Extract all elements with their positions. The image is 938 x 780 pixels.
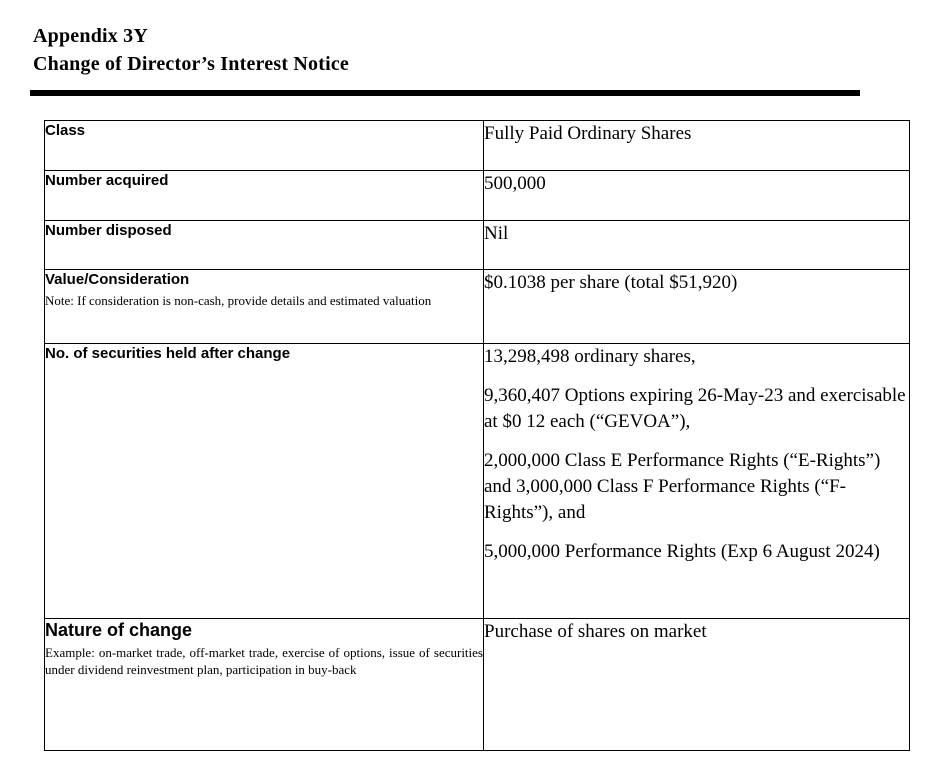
row-value: $0.1038 per share (total $51,920) (484, 272, 738, 293)
row-value: 500,000 (484, 173, 546, 194)
row-value-ordinary-shares: 13,298,498 ordinary shares, (484, 346, 696, 367)
page-title-line2: Change of Director’s Interest Notice (33, 53, 349, 75)
value-cell-class (484, 121, 910, 171)
table-row-number-disposed (45, 221, 910, 270)
table-row-value-consideration (45, 270, 910, 344)
page-title-line1: Appendix 3Y (33, 25, 149, 47)
row-value: Purchase of shares on market (484, 621, 707, 642)
table-row-class (45, 121, 910, 171)
label-cell-class (45, 121, 484, 171)
row-value-performance-rights-2024: 5,000,000 Performance Rights (Exp 6 August 2024) (484, 541, 880, 562)
value-cell-number-acquired (484, 171, 910, 221)
value-cell-nature-of-change (484, 619, 910, 751)
row-label: Nature of change (45, 620, 193, 640)
row-label: Class (45, 122, 86, 139)
table-row-number-acquired (45, 171, 910, 221)
interest-notice-table (44, 120, 910, 751)
row-value: Fully Paid Ordinary Shares (484, 123, 692, 144)
table-row-securities-held (45, 344, 910, 619)
row-label: Number disposed (45, 222, 172, 239)
value-cell-number-disposed (484, 221, 910, 270)
row-value-options: 9,360,407 Options expiring 26-May-23 and exercisable at $0 12 each (“GEVOA”), (484, 385, 906, 432)
label-cell-nature-of-change (45, 619, 484, 751)
row-value-performance-rights-ef: 2,000,000 Class E Performance Rights (“E-Rights”) and 3,000,000 Class F Performance Rights (“F-Rights”), and (484, 450, 881, 523)
row-value: Nil (484, 223, 509, 244)
label-cell-value-consideration (45, 270, 484, 344)
row-note: Note: If consideration is non-cash, provide details and estimated valuation (45, 293, 432, 308)
header-rule (30, 90, 860, 96)
label-cell-securities-held (45, 344, 484, 619)
label-cell-number-disposed (45, 221, 484, 270)
row-label: Number acquired (45, 172, 169, 189)
table-row-nature-of-change (45, 619, 910, 751)
page-title (33, 22, 938, 78)
document-page (0, 22, 938, 780)
row-label: Value/Consideration (45, 271, 190, 288)
row-label: No. of securities held after change (45, 345, 291, 362)
value-cell-securities-held (484, 344, 910, 619)
row-note: Example: on-market trade, off-market trade, exercise of options, issue of securities under dividend reinvestment plan, participation in buy-back (45, 645, 483, 677)
value-cell-value-consideration (484, 270, 910, 344)
label-cell-number-acquired (45, 171, 484, 221)
